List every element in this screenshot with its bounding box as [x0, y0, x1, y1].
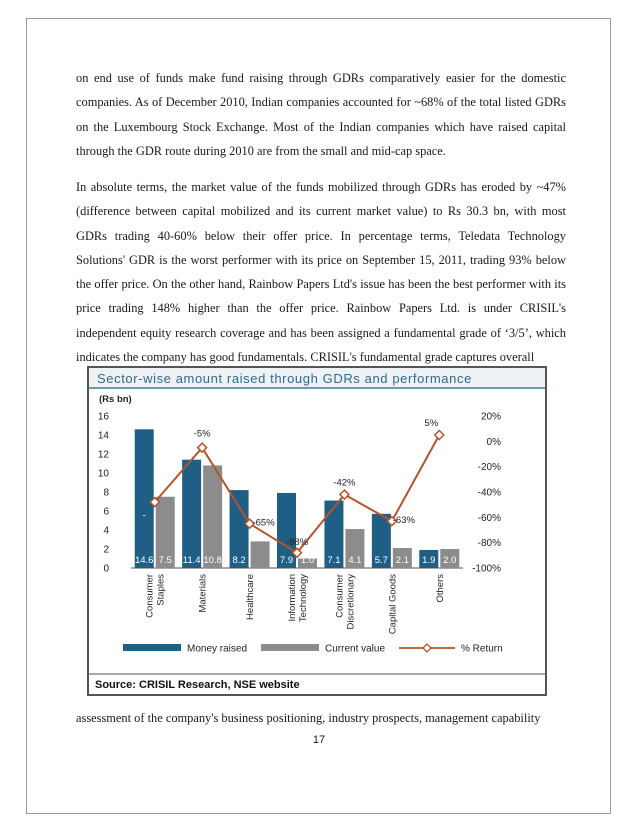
y2-tick-label: -20% [477, 462, 501, 474]
bar-inner-label: - [142, 510, 146, 522]
legend-label-current: Current value [325, 643, 386, 655]
bar-value-label: 7.5 [158, 555, 172, 566]
x-tick-label: Technology [298, 574, 309, 623]
x-tick-label-group [245, 574, 256, 620]
chart-source: Source: CRISIL Research, NSE website [95, 679, 300, 691]
y-tick-label: 4 [103, 525, 109, 537]
legend-label-money: Money raised [187, 643, 248, 655]
y-tick-label: 8 [103, 487, 109, 499]
legend-swatch-money [123, 644, 181, 651]
x-tick-label: Healthcare [245, 574, 257, 620]
legend [123, 644, 503, 655]
bar-value-label: 4.1 [348, 555, 362, 566]
y-axis-label: (Rs bn) [99, 394, 132, 405]
y2-tick-label: -100% [472, 563, 501, 575]
return-value-label: -65% [252, 517, 275, 529]
y2-tick-label: 0% [486, 436, 501, 448]
x-tick-label-group [198, 574, 209, 613]
y-tick-label: 10 [97, 468, 109, 480]
paragraph-2: In absolute terms, the market value of the funds mobilized through GDRs has eroded by ~47% (difference between capital mobilized and its current market value) to Rs 30.3 bn, with most GDRs trading 40-60% below their offer price. In percentage terms, Teledata Technology Solutions' GDR is the worst performer with its price on September 15, 2011, trading 93% below the offer price. On the other hand, Rainbow Papers Ltd's issue has been the best performer with its price trading 148% higher than the offer price. Rainbow Papers Ltd. is under CRISIL's independent equity research coverage and has been assigned a fundamental grade of ‘3/5’, which indicates the company has good fundamentals. CRISIL's fundamental grade captures overall [76, 180, 566, 365]
chart-title: Sector-wise amount raised through GDRs and performance [97, 371, 472, 386]
x-tick-label: Consumer [334, 574, 346, 618]
y-tick-label: 16 [97, 411, 109, 423]
return-value-label: -88% [285, 536, 309, 548]
bar-value-label: 1.9 [422, 555, 436, 566]
x-tick-label-group [435, 574, 446, 603]
bar-value-label: 2.1 [395, 555, 409, 566]
y-axis-ticks [98, 412, 110, 575]
x-tick-label-group [145, 574, 167, 618]
chart-svg [89, 368, 545, 694]
bar-current-value [251, 541, 270, 568]
y-tick-label: 6 [103, 506, 109, 518]
y-tick-label: 14 [97, 430, 109, 442]
y2-tick-label: -80% [477, 538, 501, 550]
bar-value-label: 11.4 [182, 555, 201, 566]
return-value-label: -63% [392, 515, 415, 527]
bar-value-label: 14.6 [134, 555, 154, 566]
legend-marker-return [423, 644, 431, 652]
x-tick-label-group [334, 574, 356, 630]
x-tick-label-group [387, 574, 398, 634]
x-tick-label: Capital Goods [387, 574, 399, 635]
x-tick-label: Materials [197, 574, 209, 613]
x-tick-label: Consumer [144, 574, 156, 618]
paragraph-1: on end use of funds make fund raising through GDRs comparatively easier for the domestic companies. As of December 2010, Indian companies accounted for ~68% of the total listed GDRs on the Luxembourg Stock Exchange. Most of the Indian companies which have raised capital through the GDR route during 2010 are from the small and mid-cap space. [76, 71, 566, 158]
x-tick-label: Others [434, 574, 446, 603]
y2-tick-label: -40% [477, 487, 501, 499]
legend-swatch-current [261, 644, 319, 651]
bar-value-label: 2.0 [443, 555, 457, 566]
legend-label-return: % Return [461, 643, 503, 655]
x-axis-labels [145, 574, 446, 634]
bar-money-raised [182, 460, 201, 568]
bar-value-label: 8.2 [232, 555, 246, 566]
bar-value-label: 5.7 [374, 555, 388, 566]
return-value-label: -5% [193, 428, 211, 440]
y-tick-label: 0 [103, 563, 109, 575]
bar-value-label: 1.0 [300, 555, 315, 566]
y-tick-label: 12 [97, 449, 109, 461]
chart-figure [87, 366, 547, 696]
page-number: 17 [312, 734, 326, 746]
x-tick-label: Information [287, 574, 298, 622]
return-value-label: 5% [424, 418, 439, 429]
paragraph-3: assessment of the company's business positioning, industry prospects, management capability [76, 711, 541, 725]
bar-value-label: 7.1 [327, 555, 341, 566]
bar-money-raised [135, 429, 154, 568]
bar-current-value [203, 465, 222, 568]
return-value-label: -42% [333, 477, 356, 489]
bar-value-label: 7.9 [279, 555, 294, 566]
x-tick-label-group [287, 574, 309, 622]
y2-axis-ticks [472, 412, 501, 575]
bar-value-label: 10.8 [203, 555, 222, 566]
y2-tick-label: -60% [477, 512, 501, 524]
y2-tick-label: 20% [480, 411, 501, 423]
x-tick-label: Staples [155, 574, 167, 606]
x-tick-label: Discretionary [345, 574, 357, 630]
return-marker [435, 431, 444, 440]
y-tick-label: 2 [103, 544, 109, 556]
